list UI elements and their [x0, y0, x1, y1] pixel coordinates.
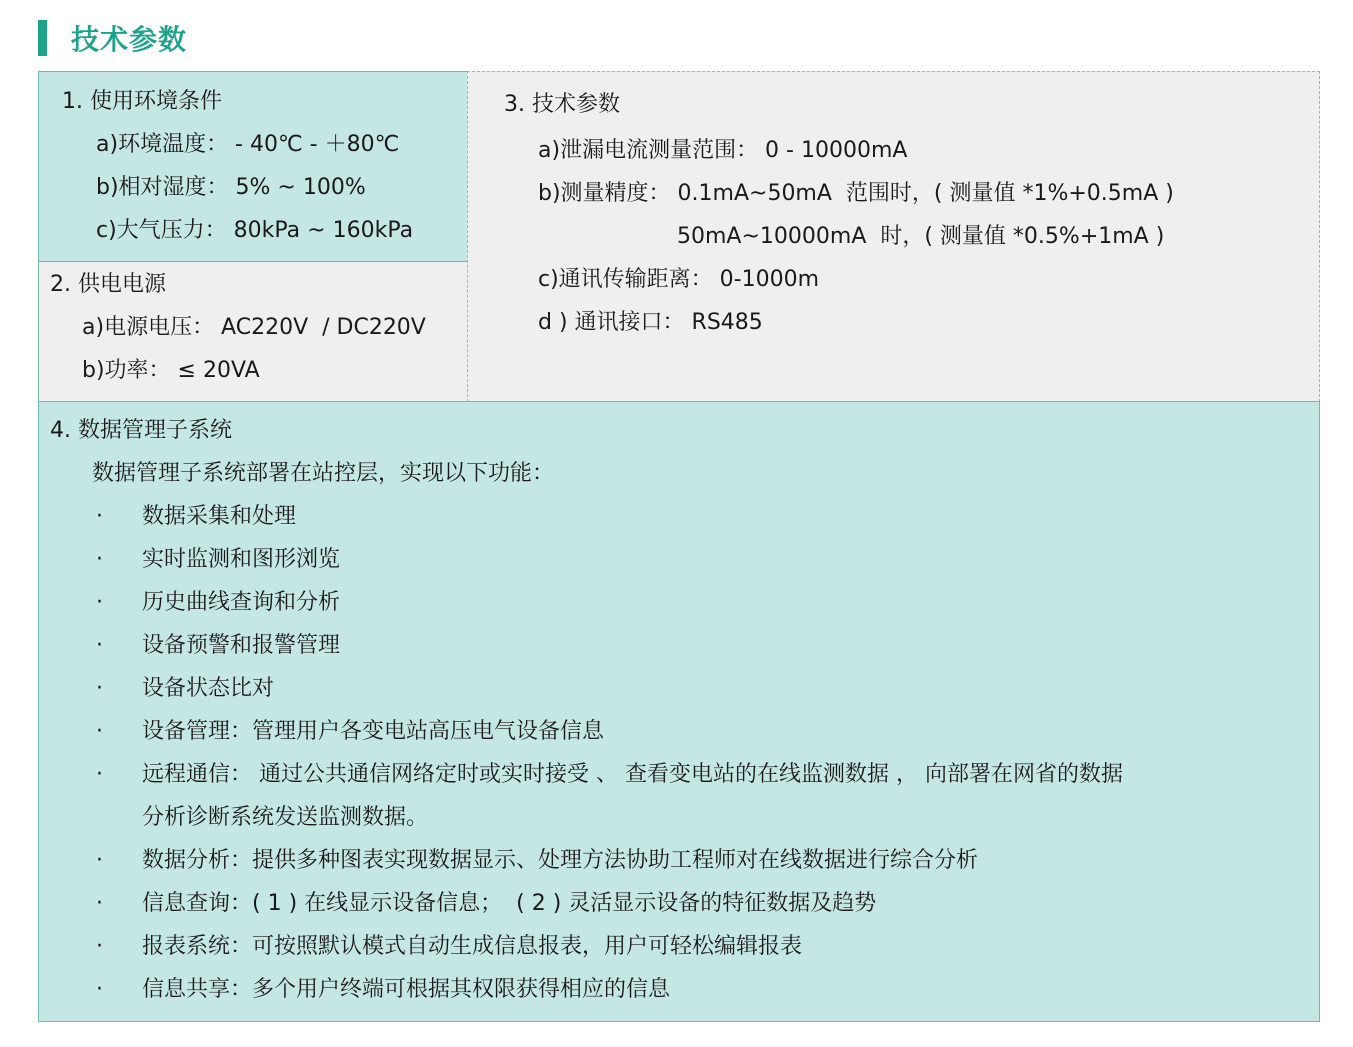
section1-item: c)大气压力： 80kPa ~ 160kPa	[96, 218, 414, 243]
bullet-dot: ·	[96, 676, 103, 701]
bullet-dot: ·	[96, 504, 103, 529]
bullet-dot: ·	[96, 934, 103, 959]
list-item: 远程通信： 通过公共通信网络定时或实时接受 、 查看变电站的在线监测数据 ， 向部署在网省的数据	[142, 762, 1123, 787]
list-item: 信息查询：( 1 ) 在线显示设备信息； ( 2 ) 灵活显示设备的特征数据及趋势	[142, 891, 877, 916]
section3-item: d ) 通讯接口： RS485	[538, 310, 763, 335]
list-item: 设备预警和报警管理	[142, 633, 341, 658]
section3-item: a)泄漏电流测量范围： 0 - 10000mA	[538, 138, 908, 163]
list-item: 数据分析：提供多种图表实现数据显示、处理方法协助工程师对在线数据进行综合分析	[142, 848, 979, 873]
bullet-dot: ·	[96, 633, 103, 658]
list-item: 设备状态比对	[142, 676, 275, 701]
section3-item: 50mA~10000mA 时，( 测量值 *0.5%+1mA )	[677, 224, 1165, 249]
section1-item: a)环境温度： - 40℃ - ＋80℃	[96, 132, 400, 157]
list-item: 设备管理：管理用户各变电站高压电气设备信息	[142, 719, 605, 744]
section4-intro: 数据管理子系统部署在站控层，实现以下功能：	[92, 461, 555, 486]
page-title: 技术参数	[71, 23, 188, 56]
bullet-dot: ·	[96, 848, 103, 873]
title-accent-bar	[38, 20, 47, 56]
bullet-dot: ·	[96, 891, 103, 916]
bullet-dot: ·	[96, 762, 103, 787]
section4-heading: 4. 数据管理子系统	[50, 418, 232, 443]
section3-item: c)通讯传输距离： 0-1000m	[538, 267, 820, 292]
list-item: 历史曲线查询和分析	[142, 590, 341, 615]
section3-item: b)测量精度： 0.1mA~50mA 范围时，( 测量值 *1%+0.5mA )	[538, 181, 1174, 206]
section2-heading: 2. 供电电源	[50, 272, 166, 297]
list-item: 信息共享：多个用户终端可根据其权限获得相应的信息	[142, 977, 671, 1002]
list-item-continuation: 分析诊断系统发送监测数据。	[142, 805, 429, 830]
bullet-dot: ·	[96, 590, 103, 615]
list-item: 报表系统：可按照默认模式自动生成信息报表，用户可轻松编辑报表	[142, 934, 803, 959]
section2-item: a)电源电压： AC220V / DC220V	[82, 315, 426, 340]
list-item: 数据采集和处理	[142, 504, 297, 529]
section1-heading: 1. 使用环境条件	[62, 89, 222, 114]
section-data-management	[38, 401, 1320, 1022]
section1-item: b)相对湿度： 5% ~ 100%	[96, 175, 366, 200]
bullet-dot: ·	[96, 977, 103, 1002]
list-item: 实时监测和图形浏览	[142, 547, 341, 572]
section2-item: b)功率： ≤ 20VA	[82, 358, 260, 383]
section3-heading: 3. 技术参数	[504, 92, 620, 117]
bullet-dot: ·	[96, 719, 103, 744]
bullet-dot: ·	[96, 547, 103, 572]
